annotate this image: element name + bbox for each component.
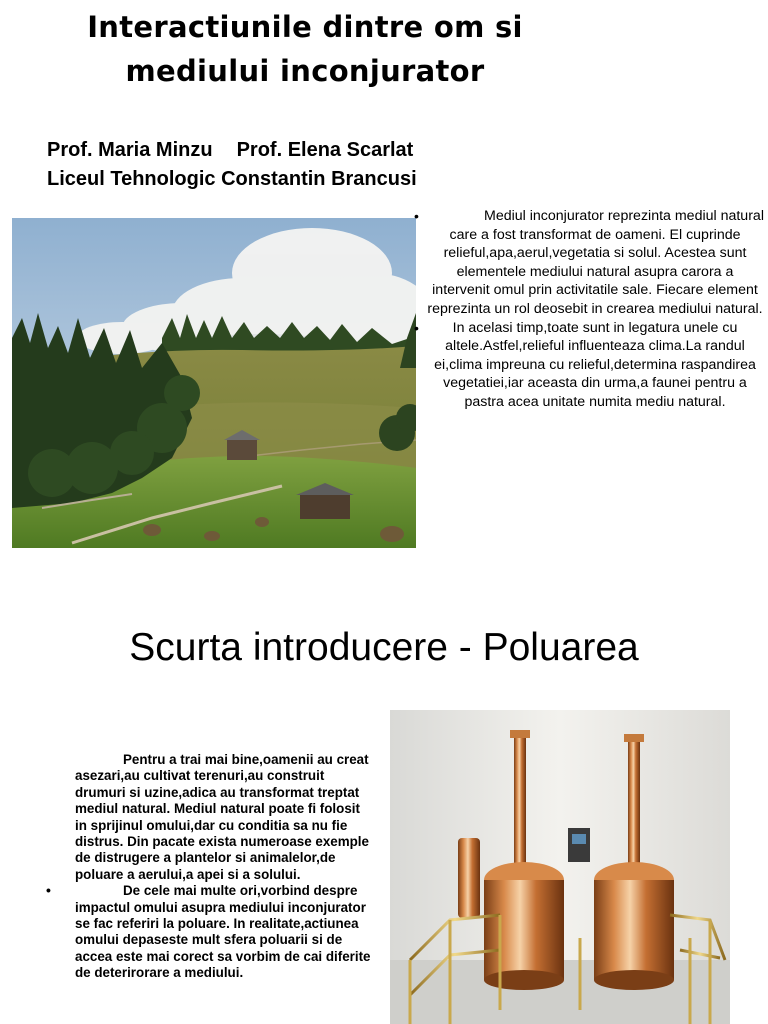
paragraph-text: Pentru a trai mai bine,oamenii au creat asezari,au cultivat terenuri,au construit drumuri si uzine,adica au transformat treptat mediul natural. Mediul natural poate fi folosit in sprijinul omului,dar cu conditia sa nu fie distrus. Din pacate exista numeroase exemple de distrugere a plantelor si animalelor,de poluare a aerului,a apei si a solului.: [75, 752, 369, 882]
copper-tanks-photo: [390, 710, 730, 1024]
slide-2-title: Scurta introducere - Poluarea: [129, 626, 639, 669]
list-item: [414, 207, 764, 319]
slide-1-title: [20, 5, 590, 93]
slide-2-text: [44, 752, 374, 982]
author-2: Prof. Elena Scarlat: [236, 139, 414, 161]
title-line-1: Interactiunile dintre om si: [87, 10, 523, 44]
title-line-2: mediului inconjurator: [125, 54, 485, 88]
landscape-photo: [12, 218, 416, 548]
list-item: [414, 319, 764, 412]
school-name: Liceul Tehnologic Constantin Brancusi: [47, 168, 417, 190]
list-item: [44, 883, 374, 981]
list-item: [44, 752, 374, 883]
slide-1-bullets: [414, 207, 764, 412]
author-1: Prof. Maria Minzu: [47, 139, 213, 161]
slide-2: [0, 585, 768, 1024]
bullet-text: De cele mai multe ori,vorbind despre impactul omului asupra mediului inconjurator se fac referiri la poluare. In realitate,actiunea omului depaseste mult sfera poluarii si de accea este mai corect sa vorbim de cai diferite de deterirorare a mediului.: [75, 883, 371, 981]
authors: [47, 136, 607, 194]
bullet-text-1: Mediul inconjurator reprezinta mediul natural care a fost transformat de oameni. El cuprinde relieful,apa,aerul,vegetatia si solul. Acestea sunt elementele mediului natural asupra carora a intervenit omul prin activitatile sale. Fiecare element reprezinta un rol deosebit in crearea mediului natural.: [427, 208, 764, 317]
bullet-text-2: In acelasi timp,toate sunt in legatura unele cu altele.Astfel,relieful influenteaza clima.La randul ei,clima impreuna cu relieful,determina raspandirea vegetatiei,iar aceasta din urma,a faunei pentru a pastra acea unitate numita mediu natural.: [434, 319, 756, 410]
